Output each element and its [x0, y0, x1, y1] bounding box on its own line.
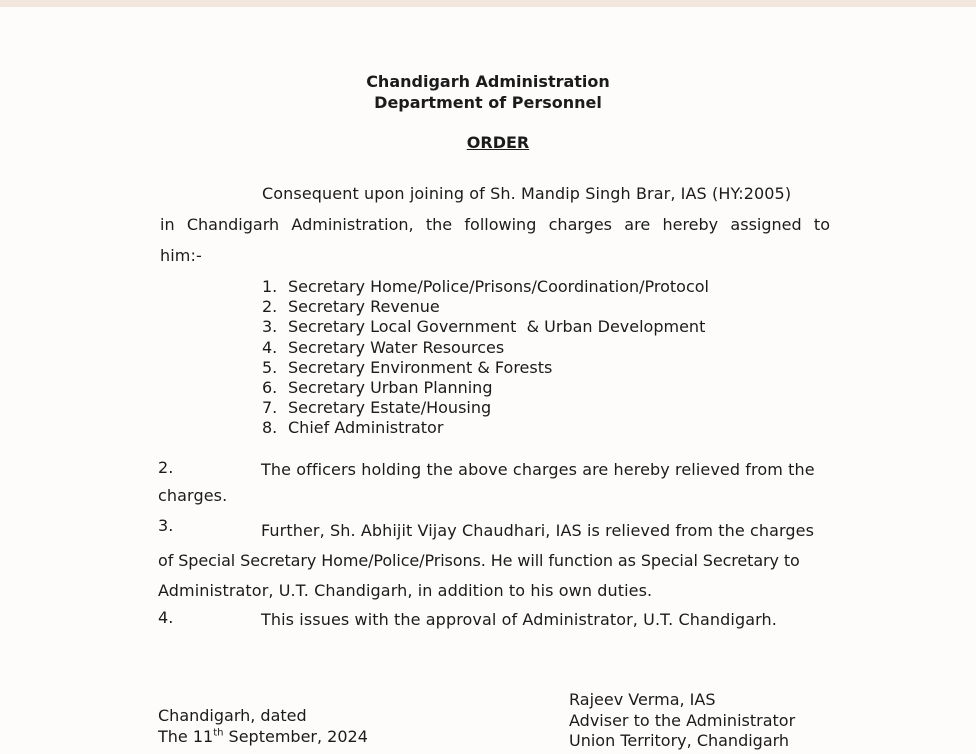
para2-line2: charges. — [158, 486, 228, 505]
para1-line1: Consequent upon joining of Sh. Mandip Singh Brar, IAS (HY:2005) — [262, 184, 792, 203]
list-item: 7. Secretary Estate/Housing — [262, 398, 492, 418]
department-name: Department of Personnel — [374, 93, 602, 112]
scan-edge — [0, 0, 976, 7]
place-line: Chandigarh, dated — [158, 706, 307, 725]
charges-list — [262, 277, 709, 439]
para1-line3: him:- — [160, 246, 202, 265]
list-item: 1. Secretary Home/Police/Prisons/Coordination/Protocol — [262, 277, 709, 296]
list-item: 5. Secretary Environment & Forests — [262, 357, 553, 377]
signatory-name: Rajeev Verma, IAS — [569, 690, 716, 709]
para3-number: 3. — [158, 516, 174, 535]
para4-line1: This issues with the approval of Administrator, U.T. Chandigarh. — [261, 610, 777, 629]
date-line: The 11th September, 2024 — [158, 727, 368, 746]
para2-line1: The officers holding the above charges are hereby relieved from the — [261, 460, 815, 479]
org-name: Chandigarh Administration — [366, 72, 610, 91]
list-item: 6. Secretary Urban Planning — [262, 378, 493, 398]
para3-line2: of Special Secretary Home/Police/Prisons. He will function as Special Secretary to — [158, 551, 800, 570]
para4-number: 4. — [158, 608, 174, 627]
list-item: 4. Secretary Water Resources — [262, 337, 505, 357]
list-item: 3. Secretary Local Government & Urban Development — [262, 317, 706, 337]
para3-line3: Administrator, U.T. Chandigarh, in addition to his own duties. — [158, 581, 653, 600]
list-item: 2. Secretary Revenue — [262, 297, 440, 317]
para3-line1: Further, Sh. Abhijit Vijay Chaudhari, IAS is relieved from the charges — [261, 521, 815, 540]
signatory-designation: Adviser to the Administrator — [569, 711, 796, 730]
list-item: 8. Chief Administrator — [262, 418, 444, 438]
order-title: ORDER — [466, 133, 530, 152]
para2-number: 2. — [158, 458, 174, 477]
signatory-territory: Union Territory, Chandigarh — [569, 731, 790, 750]
para1-line2: in Chandigarh Administration, the following charges are hereby assigned to — [160, 215, 830, 234]
